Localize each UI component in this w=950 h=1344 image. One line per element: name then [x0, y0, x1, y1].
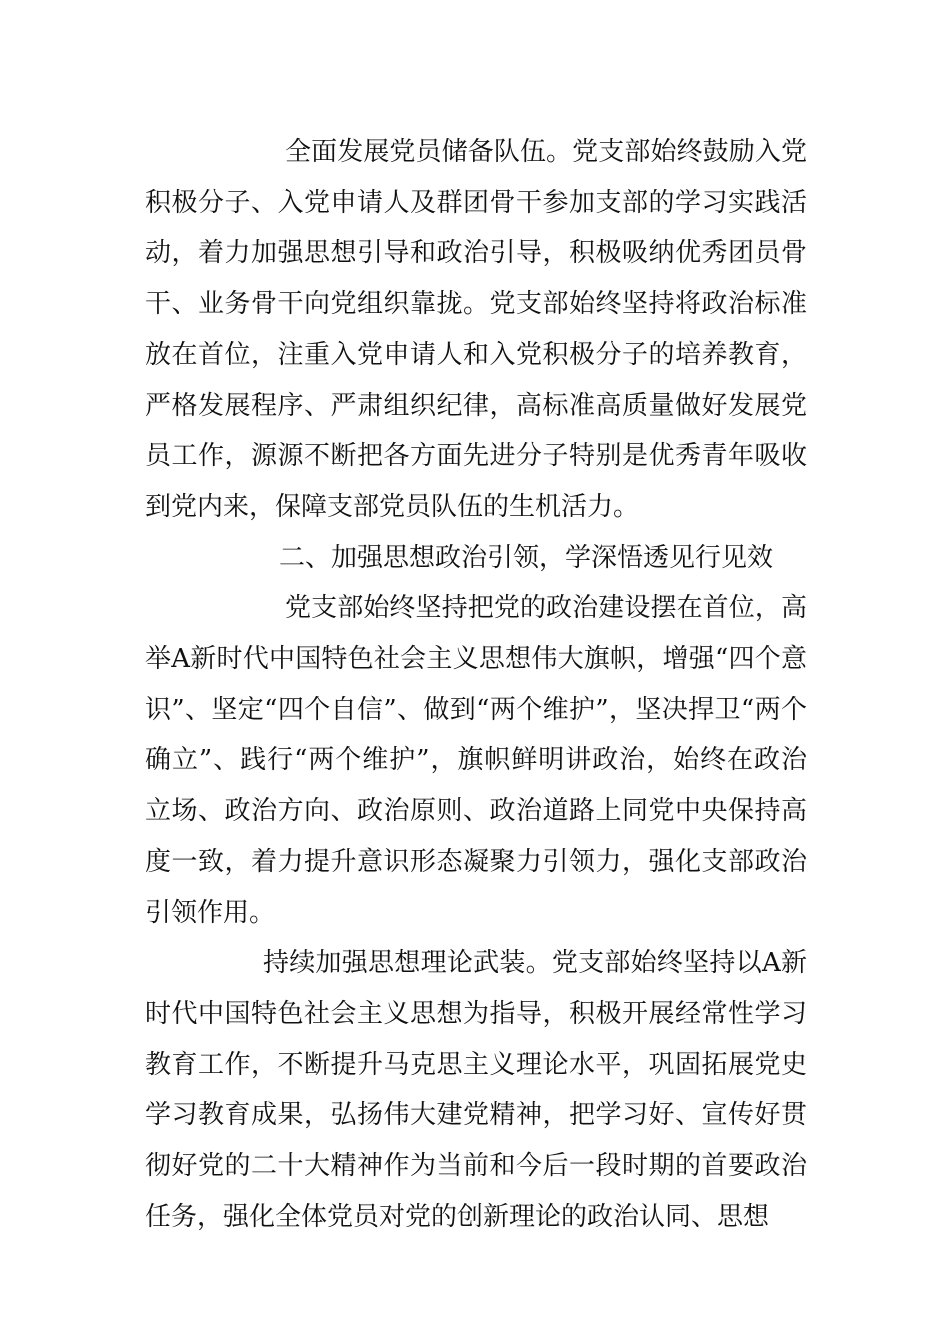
- document-body: [145, 127, 807, 1242]
- section-heading: 二、加强思想政治引领，学深悟透见行见效: [279, 542, 774, 573]
- paragraph-party-member-reserve: 全面发展党员储备队伍。党支部始终鼓励入党积极分子、入党申请人及群团骨干参加支部的学习实践活动，着力加强思想引导和政治引导，积极吸纳优秀团员骨干、业务骨干向党组织靠拢。党支部始终坚持将政治标准放在首位，注重入党申请人和入党积极分子的培养教育，严格发展程序、严肃组织纪律，高标准高质量做好发展党员工作，源源不断把各方面先进分子特别是优秀青年吸收到党内来，保障支部党员队伍的生机活力。: [145, 137, 807, 522]
- paragraph-theoretical-armament: 持续加强思想理论武装。党支部始终坚持以A新时代中国特色社会主义思想为指导，积极开展经常性学习教育工作，不断提升马克思主义理论水平，巩固拓展党史学习教育成果，弘扬伟大建党精神，把学习好、宣传好贯彻好党的二十大精神作为当前和今后一段时期的首要政治任务，强化全体党员对党的创新理论的政治认同、思想: [145, 948, 807, 1232]
- paragraph-political-construction: 党支部始终坚持把党的政治建设摆在首位，高举A新时代中国特色社会主义思想伟大旗帜，增强“四个意识”、坚定“四个自信”、做到“两个维护”，坚决捍卫“两个确立”、践行“两个维护”，旗帜鲜明讲政治，始终在政治立场、政治方向、政治原则、政治道路上同党中央保持高度一致，着力提升意识形态凝聚力引领力，强化支部政治引领作用。: [145, 593, 807, 928]
